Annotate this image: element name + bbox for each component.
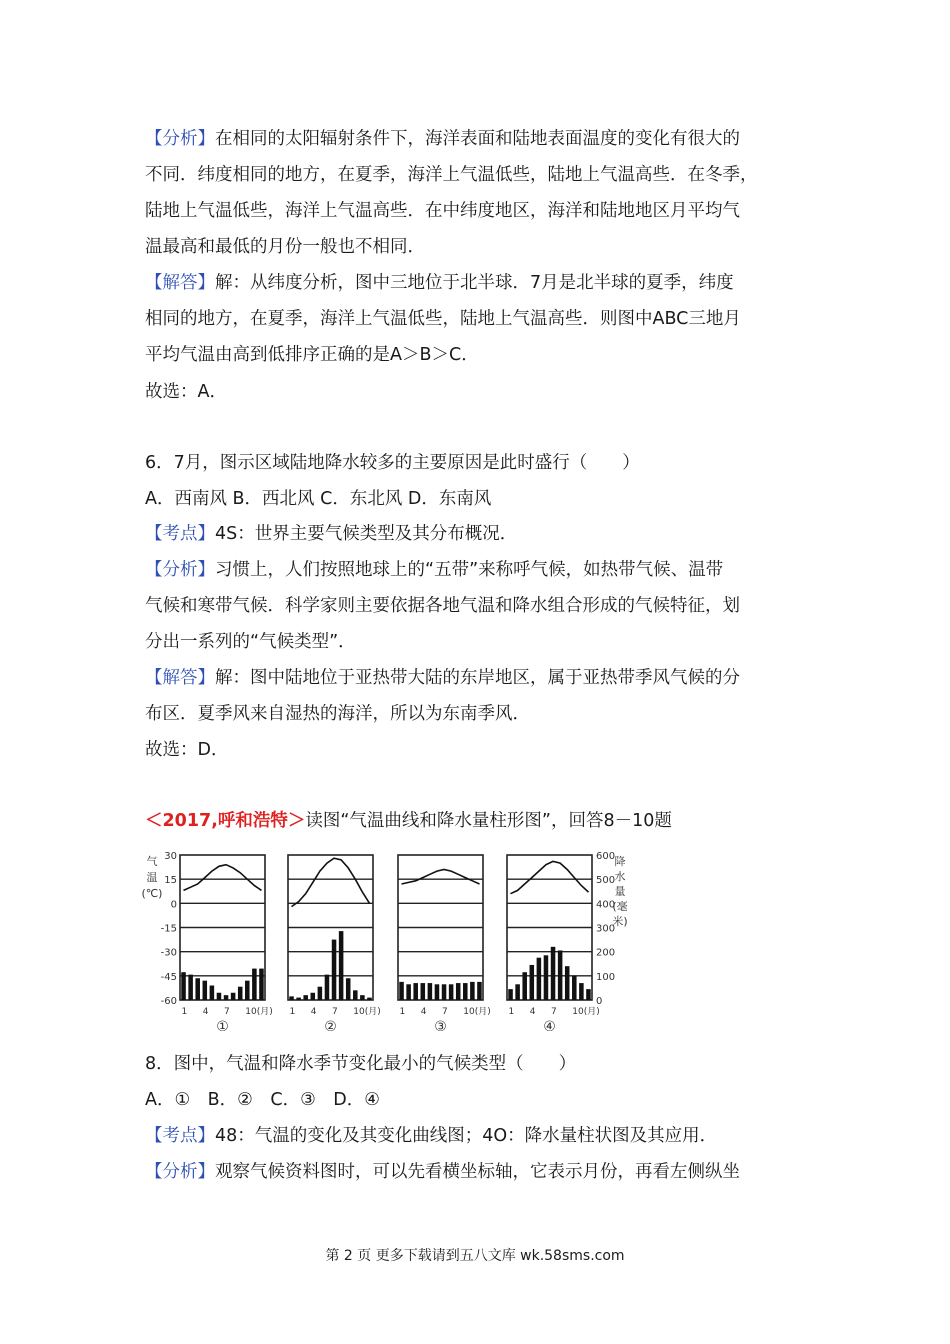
q6-jieda-line-1 [145,666,740,690]
source-tag: ＜2017,呼和浩特＞ [145,811,306,831]
right-tick-label: 200 [596,947,616,959]
precip-bar [442,984,447,1000]
precip-bar [399,982,404,1000]
precip-bar [289,996,294,1000]
x-tick-label: 7 [332,1007,338,1017]
precip-bar [311,993,316,1000]
left-tick-label: 0 [170,899,177,911]
fenxi-text: 观察气候资料图时，可以先看横坐标轴，它表示月份，再看左侧纵坐 [215,1162,740,1182]
precip-bar [413,983,418,1000]
left-tick-label: 30 [164,851,177,862]
x-tick-label: 4 [202,1007,209,1017]
q5-jieda-line-1 [145,271,734,295]
precip-bar [367,998,372,1000]
fenxi-tag: 【分析】 [145,560,215,580]
right-axis-label-char: (毫 [612,900,628,913]
x-tick-label: 1 [508,1007,515,1017]
climate-chart [140,843,630,1031]
x-tick-label: 7 [442,1007,448,1017]
x-tick-label: 7 [224,1007,230,1017]
x-tick-label: 1 [399,1007,406,1017]
precip-bar [586,989,591,1000]
left-tick-label: -60 [160,996,177,1007]
left-tick-label: -15 [160,923,177,935]
precip-bar [515,984,520,1000]
precip-bar [435,984,440,1000]
q5-fenxi-line-1 [145,127,740,151]
precip-bar [530,965,535,1000]
q6-options: A．西南风 B．西北风 C．东北风 D．东南风 [145,489,492,509]
q8-question: 8．图中，气温和降水季节变化最小的气候类型（ ） [145,1054,577,1074]
x-tick-label: 4 [529,1007,536,1017]
temperature-curve [402,870,480,885]
precip-bar [544,955,549,1000]
fenxi-text: 在相同的太阳辐射条件下，海洋表面和陆地表面温度的变化有很大的 [215,129,740,149]
q5-fenxi-line-2: 不同．纬度相同的地方，在夏季，海洋上气温低些，陆地上气温高些．在冬季， [145,165,758,185]
panel-label: ② [324,1019,337,1031]
right-tick-label: 400 [596,899,616,911]
precip-bar [332,940,337,1000]
right-tick-label: 100 [596,971,616,983]
precip-bar [456,983,461,1000]
x-tick-label: 1 [181,1007,188,1017]
precip-bar [508,989,513,1000]
right-tick-label: 500 [596,875,616,887]
x-tick-label: 10(月) [353,1007,381,1017]
precip-bar [565,966,570,1000]
precip-bar [406,984,411,1000]
right-axis-label-char: 降 [614,855,626,868]
precip-bar [339,931,344,1000]
precip-bar [231,993,236,1000]
q5-jieda-line-3: 平均气温由高到低排序正确的是A＞B＞C． [145,345,479,365]
precip-bar [463,983,468,1000]
x-tick-label: 1 [289,1007,296,1017]
right-tick-label: 300 [596,923,616,935]
q5-fenxi-line-3: 陆地上气温低些，海洋上气温高些．在中纬度地区，海洋和陆地地区月平均气 [145,201,740,221]
jieda-text: 解：从纬度分析，图中三地位于北半球．7月是北半球的夏季，纬度 [215,273,734,293]
q6-fenxi-line-3: 分出一系列的“气候类型”． [145,632,356,652]
precip-bar [449,984,454,1000]
temperature-curve [292,858,370,906]
left-tick-label: -30 [160,947,177,959]
x-tick-label: 10(月) [463,1007,491,1017]
precip-bar [572,976,577,1000]
right-axis-label-char: 水 [614,870,626,883]
fenxi-tag: 【分析】 [145,129,215,149]
kaodian-tag: 【考点】 [145,524,215,544]
precip-bar [428,983,433,1000]
q5-answer: 故选：A． [145,382,227,402]
page-footer: 第 2 页 更多下载请到五八文库 wk.58sms.com [325,1248,625,1264]
temperature-curve [184,865,262,891]
precip-bar [188,975,193,1000]
left-axis-label-char: 温 [146,871,158,884]
x-tick-label: 4 [420,1007,427,1017]
precip-bar [224,995,229,1000]
precip-bar [522,972,527,1000]
precip-bar [360,995,365,1000]
x-tick-label: 7 [551,1007,557,1017]
precip-bar [296,998,301,1000]
q8-options: A．① B．② C．③ D．④ [145,1090,380,1110]
kaodian-text: 4S：世界主要气候类型及其分布概况． [215,524,518,544]
left-axis-label-char: (℃) [141,887,163,900]
precip-bar [252,969,257,1000]
left-axis-label-char: 气 [146,855,158,868]
precip-bar [537,958,542,1000]
right-tick-label: 0 [596,996,603,1007]
q6-jieda-line-2: 布区．夏季风来自湿热的海洋，所以为东南季风． [145,704,530,724]
section-heading [145,809,672,833]
fenxi-text: 习惯上，人们按照地球上的“五带”来称呼气候，如热带气候、温带 [215,560,724,580]
x-tick-label: 10(月) [245,1007,273,1017]
panel-label: ① [216,1019,229,1031]
q6-answer: 故选：D． [145,740,229,760]
precip-bar [353,990,358,1000]
precip-bar [203,981,208,1000]
kaodian-text: 48：气温的变化及其变化曲线图；4O：降水量柱状图及其应用． [215,1126,718,1146]
precip-bar [259,969,264,1000]
x-tick-label: 10(月) [572,1007,600,1017]
precip-bar [579,983,584,1000]
right-tick-label: 600 [596,851,616,862]
q6-fenxi-line-1 [145,558,723,582]
precip-bar [346,978,351,1000]
left-tick-label: -45 [160,971,177,983]
panel-label: ④ [543,1019,556,1031]
q8-fenxi-line-1 [145,1160,740,1184]
kaodian-tag: 【考点】 [145,1126,215,1146]
precip-bar [551,947,556,1000]
q5-fenxi-line-4: 温最高和最低的月份一般也不相同． [145,237,425,257]
precip-bar [303,995,308,1000]
precip-bar [325,975,330,1000]
right-axis-label-char: 量 [614,885,626,898]
precip-bar [421,983,426,1000]
q5-jieda-line-2: 相同的地方，在夏季，海洋上气温低些，陆地上气温高些．则图中ABC三地月 [145,309,741,329]
precip-bar [181,972,186,1000]
x-tick-label: 4 [310,1007,317,1017]
left-tick-label: 15 [164,875,177,887]
q6-question: 6．7月，图示区域陆地降水较多的主要原因是此时盛行（ ） [145,453,640,473]
precip-bar [470,982,475,1000]
fenxi-tag: 【分析】 [145,1162,215,1182]
precip-bar [318,987,323,1000]
q6-fenxi-line-2: 气候和寒带气候．科学家则主要依据各地气温和降水组合形成的气候特征，划 [145,596,740,616]
precip-bar [477,982,482,1000]
temperature-curve [511,861,589,893]
precip-bar [245,981,250,1000]
precip-bar [238,987,243,1000]
section-text: 读图“气温曲线和降水量柱形图”，回答8－10题 [305,811,672,831]
precip-bar [210,986,215,1001]
precip-bar [195,978,200,1000]
jieda-tag: 【解答】 [145,273,215,293]
precip-bar [217,993,222,1000]
q6-kaodian [145,522,517,546]
right-axis-label-char: 米) [612,915,628,928]
precip-bar [558,950,563,1000]
jieda-text: 解：图中陆地位于亚热带大陆的东岸地区，属于亚热带季风气候的分 [215,668,740,688]
panel-label: ③ [434,1019,447,1031]
q8-kaodian [145,1124,717,1148]
jieda-tag: 【解答】 [145,668,215,688]
